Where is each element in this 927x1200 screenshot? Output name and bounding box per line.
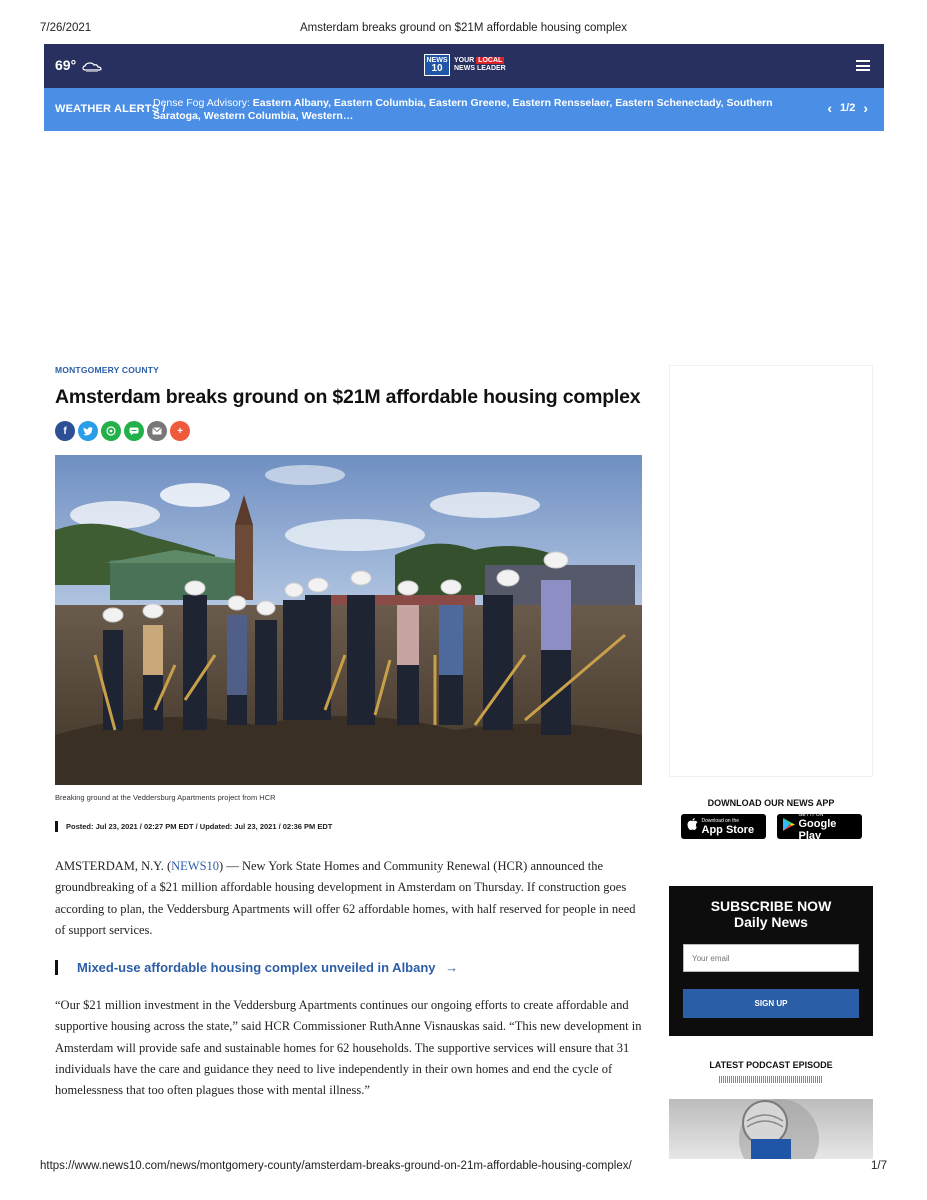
logo-your: YOUR bbox=[454, 57, 477, 64]
alert-pager bbox=[827, 102, 868, 114]
chevron-right-icon[interactable]: › bbox=[863, 100, 868, 116]
posted-timestamp: Posted: Jul 23, 2021 / 02:27 PM EDT / Updated: Jul 23, 2021 / 02:36 PM EDT bbox=[55, 821, 645, 832]
arrow-right-icon: → bbox=[445, 960, 459, 976]
more-share-icon[interactable]: + bbox=[170, 421, 190, 441]
app-store-small-text: Download on the bbox=[701, 817, 740, 824]
sign-up-button[interactable]: SIGN UP bbox=[683, 989, 859, 1018]
weather-widget[interactable] bbox=[55, 57, 102, 73]
ad-placeholder bbox=[669, 365, 873, 777]
page-url: https://www.news10.com/news/montgomery-county/amsterdam-breaks-ground-on-21m-affordable-housing-complex/ bbox=[40, 1160, 632, 1172]
podcast-thumbnail[interactable] bbox=[669, 1099, 873, 1159]
page-number: 1/7 bbox=[871, 1160, 887, 1172]
article-paragraph-1 bbox=[55, 856, 645, 941]
section-label[interactable]: MONTGOMERY COUNTY bbox=[55, 365, 159, 375]
apple-icon bbox=[687, 818, 698, 836]
photo-caption: Breaking ground at the Veddersburg Apartments project from HCR bbox=[55, 793, 276, 802]
logo-news-text: NEWS bbox=[426, 56, 448, 64]
app-store-button[interactable] bbox=[681, 814, 766, 839]
site-header bbox=[44, 44, 884, 88]
share-buttons bbox=[55, 421, 645, 441]
groundbreaking-photo bbox=[55, 455, 642, 785]
print-header bbox=[40, 22, 887, 38]
logo-number: 10 bbox=[431, 62, 443, 74]
subscribe-title bbox=[669, 898, 873, 930]
hamburger-icon[interactable] bbox=[856, 60, 870, 71]
sidebar bbox=[669, 365, 873, 1159]
twitter-share-icon[interactable] bbox=[78, 421, 98, 441]
article bbox=[55, 365, 645, 1102]
podcast-progress-pattern bbox=[719, 1076, 823, 1083]
weather-alerts-label: WEATHER ALERTS / bbox=[55, 103, 166, 115]
advisory-type: Dense Fog Advisory: bbox=[153, 97, 250, 109]
email-share-icon[interactable] bbox=[147, 421, 167, 441]
logo-news-leader: NEWS LEADER bbox=[454, 65, 506, 72]
sms-share-icon[interactable] bbox=[124, 421, 144, 441]
download-app-title: DOWNLOAD OUR NEWS APP bbox=[707, 798, 835, 808]
weather-alerts-bar bbox=[44, 88, 884, 131]
google-play-small-text: GET IT ON bbox=[798, 811, 824, 818]
app-store-badges bbox=[669, 811, 873, 842]
p1-intro: AMSTERDAM, N.Y. ( bbox=[55, 859, 172, 873]
app-store-label: App Store bbox=[701, 823, 755, 836]
article-paragraph-2: “Our $21 million investment in the Veddersburg Apartments continues our ongoing efforts to create affordable and supportive housing across the state,” said HCR Commissioner RuthAnne Visnauskas said. “This new development in Amsterdam will provide safe and sustainable homes for 62 households. The supportive services will ensure that 31 individuals have the care and guidance they need to live independently in their own homes and end the cycle of homelessness that too often plagues those with mental illness.” bbox=[55, 998, 642, 1098]
print-date: 7/26/2021 bbox=[40, 22, 92, 34]
article-headline: Amsterdam breaks ground on $21M affordable housing complex bbox=[55, 386, 641, 408]
google-play-icon bbox=[783, 818, 795, 836]
temperature: 69° bbox=[55, 57, 77, 73]
news10-logo-mark bbox=[424, 54, 450, 76]
advisory-areas: Eastern Albany, Eastern Columbia, Eastern Greene, Eastern Rensselaer, Eastern Schenectady, Southern Saratoga, Western Columbia, Western… bbox=[153, 97, 773, 122]
site-logo[interactable] bbox=[424, 54, 506, 76]
whatsapp-share-icon[interactable] bbox=[101, 421, 121, 441]
related-article-title: Mixed-use affordable housing complex unveiled in Albany bbox=[77, 960, 436, 976]
alert-page-count: 1/2 bbox=[840, 102, 856, 114]
news10-link[interactable]: NEWS10 bbox=[171, 859, 220, 873]
newsletter-signup bbox=[669, 886, 873, 1036]
podcast-title: LATEST PODCAST EPISODE bbox=[709, 1060, 833, 1070]
google-play-button[interactable] bbox=[777, 811, 862, 842]
weather-alert-message[interactable] bbox=[153, 97, 813, 123]
article-photo bbox=[55, 455, 642, 785]
subscribe-line-2: Daily News bbox=[734, 914, 808, 930]
google-play-label: Google Play bbox=[798, 817, 837, 842]
print-title: Amsterdam breaks ground on $21M affordable housing complex bbox=[299, 22, 628, 34]
logo-local: LOCAL bbox=[478, 57, 503, 64]
chevron-left-icon[interactable]: ‹ bbox=[827, 100, 833, 116]
logo-tagline bbox=[454, 57, 506, 73]
facebook-share-icon[interactable]: f bbox=[55, 421, 75, 441]
microphone-image bbox=[669, 1099, 873, 1159]
email-field[interactable] bbox=[683, 944, 859, 972]
print-footer bbox=[40, 1160, 887, 1176]
related-article-link[interactable] bbox=[55, 960, 645, 975]
subscribe-line-1: SUBSCRIBE NOW bbox=[710, 898, 832, 914]
p1-body: ) — New York State Homes and Community Renewal (HCR) announced the groundbreaking of a $21 million affordable housing development in Amsterdam on Thursday. If construction goes according to plan, the Veddersburg Apartments will offer 62 affordable homes, with half reserved for people in need of support services. bbox=[55, 859, 636, 937]
partly-cloudy-icon bbox=[82, 59, 102, 71]
